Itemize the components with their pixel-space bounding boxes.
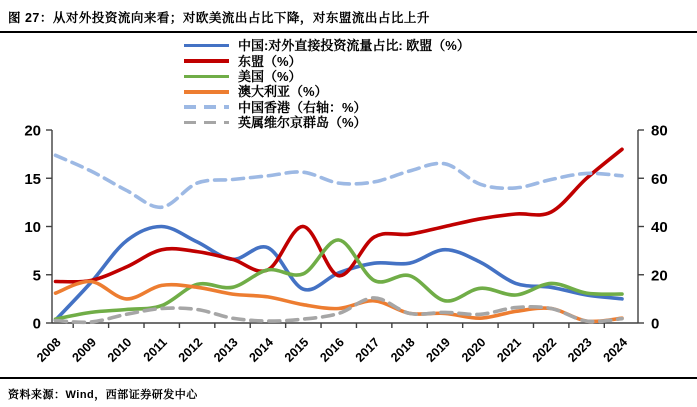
legend-label: 东盟（%） [238,53,302,69]
x-axis-tick-label: 2017 [352,335,383,365]
chart-legend [184,38,470,130]
series-line [56,155,623,207]
legend-label: 中国:对外直接投资流量占比: 欧盟（%） [238,38,470,54]
left-axis-tick-label: 20 [24,122,41,140]
x-axis-tick-label: 2009 [69,335,100,365]
left-axis-tick-label: 15 [24,170,41,188]
right-axis-tick-label: 0 [651,315,660,333]
legend-line-sample [184,121,229,125]
figure-title: 图 27：从对外投资流向来看；对欧美流出占比下降，对东盟流出占比上升 [8,11,430,25]
x-axis-tick-label: 2024 [600,335,631,365]
left-axis-tick-label: 10 [24,219,41,236]
right-axis-tick-label: 60 [651,170,668,188]
x-axis-tick-label: 2021 [494,335,524,365]
legend-line-sample [184,75,229,79]
legend-label: 美国（%） [238,68,302,84]
legend-item [184,38,470,53]
legend-item [184,84,470,99]
x-axis-tick-label: 2013 [211,335,241,365]
left-axis-tick-label: 5 [32,267,41,285]
x-axis-tick-label: 2011 [140,335,170,365]
legend-item [184,115,470,130]
x-axis-tick-label: 2012 [175,335,206,365]
series-line [56,149,623,282]
x-axis-tick-label: 2022 [529,335,560,365]
right-axis-tick-label: 40 [651,219,668,236]
x-axis-tick-label: 2014 [246,335,277,365]
legend-line-sample [184,90,229,94]
legend-item [184,53,470,68]
legend-label: 中国香港（右轴：%） [238,99,367,115]
legend-label: 澳大利亚（%） [238,84,328,100]
x-axis-tick-label: 2023 [565,335,595,365]
x-axis-tick-label: 2016 [317,335,347,365]
source-note: 资料来源：Wind，西部证券研发中心 [8,389,198,401]
x-axis-tick-label: 2018 [388,335,418,365]
legend-line-sample [184,59,229,63]
x-axis-tick-label: 2015 [281,335,312,365]
x-axis-tick-label: 2008 [34,335,64,365]
right-axis-tick-label: 20 [651,267,668,285]
legend-line-sample [184,105,229,109]
legend-label: 英属维尔京群岛（%） [238,115,367,131]
x-axis-tick-label: 2010 [104,335,135,365]
legend-item [184,100,470,115]
x-axis-tick-label: 2019 [423,335,454,365]
right-axis-tick-label: 80 [651,122,668,140]
legend-item [184,69,470,84]
left-axis-tick-label: 0 [32,315,41,333]
source-divider [0,377,697,379]
x-axis-tick-label: 2020 [458,335,489,365]
legend-line-sample [184,44,229,48]
